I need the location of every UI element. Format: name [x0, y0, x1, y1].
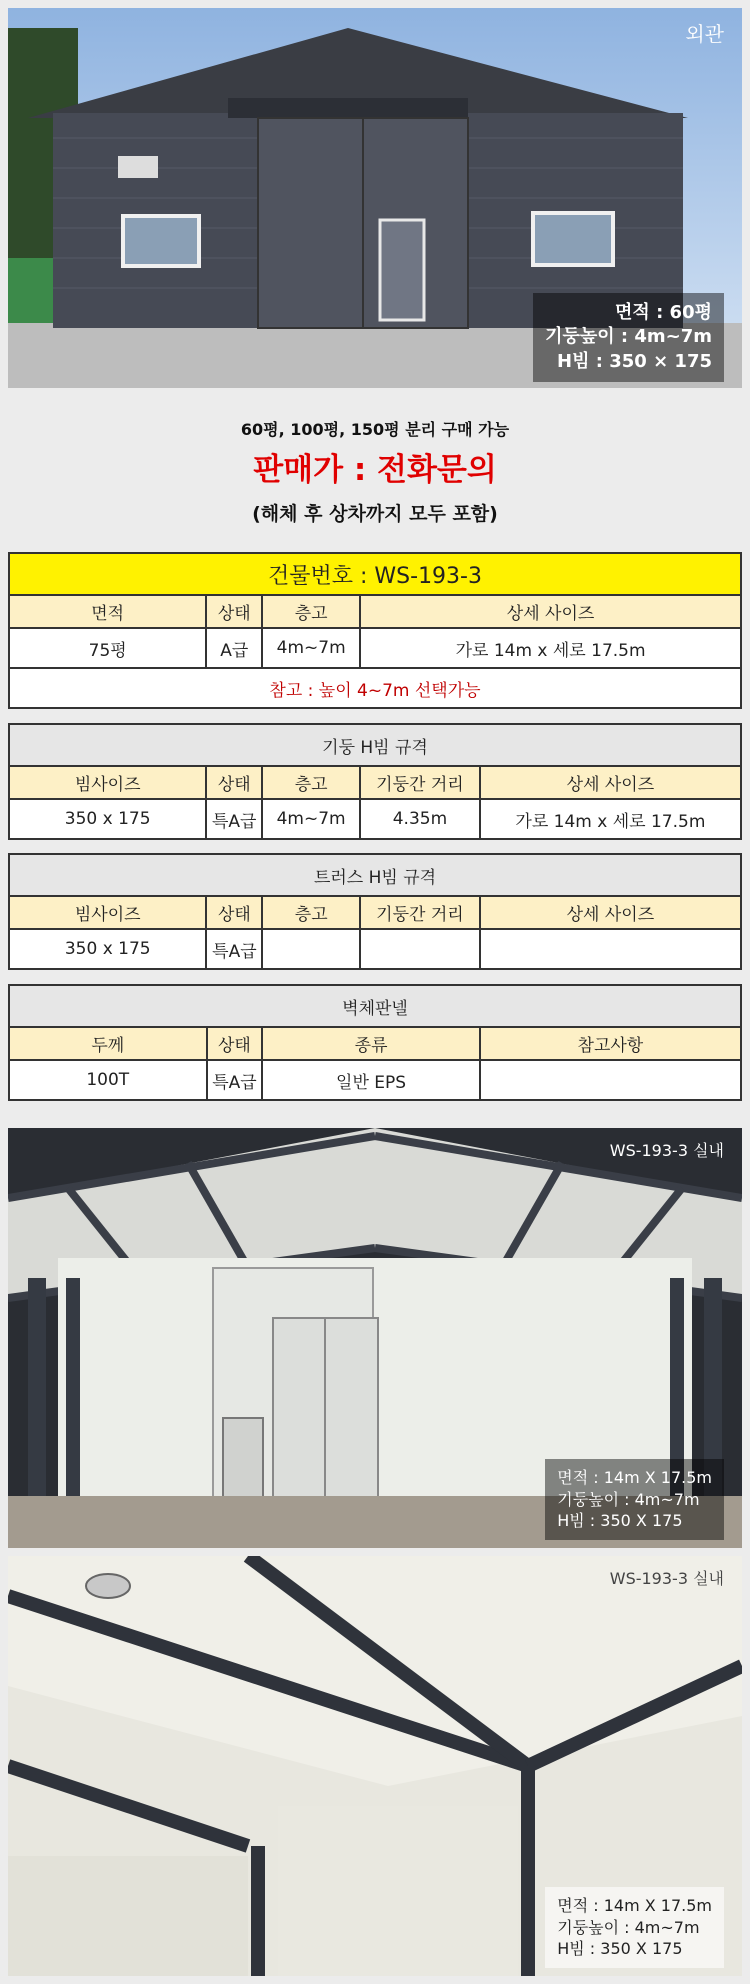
caption-hbeam: H빔 : 350 × 175	[557, 350, 712, 372]
cell-height: 4m~7m	[262, 628, 360, 668]
cell-status: 특A급	[206, 929, 262, 969]
building-number: 건물번호 : WS-193-3	[9, 553, 741, 595]
truss-beam-title: 트러스 H빔 규격	[9, 854, 741, 896]
column-beam-table	[8, 723, 742, 840]
interior-photo-1	[8, 1128, 742, 1548]
interior-photo-2	[8, 1556, 742, 1976]
building-table	[8, 552, 742, 709]
cell-size: 가로 14m x 세로 17.5m	[480, 799, 741, 839]
header-beam-size: 빔사이즈	[9, 766, 206, 799]
header-area: 면적	[9, 595, 206, 628]
caption-height: 기둥높이 : 4m~7m	[557, 1917, 700, 1937]
header-spacing: 기둥간 거리	[360, 766, 480, 799]
header-type: 종류	[262, 1027, 479, 1060]
header-status: 상태	[207, 1027, 263, 1060]
caption-area: 면적 : 60평	[615, 302, 712, 324]
purchase-options: 60평, 100평, 150평 분리 구매 가능	[240, 420, 510, 439]
header-height: 층고	[262, 766, 360, 799]
header-size: 상세 사이즈	[360, 595, 741, 628]
wall-panel-title: 벽체판넬	[9, 985, 741, 1027]
cell-beam-size: 350 x 175	[9, 929, 206, 969]
caption-height: 기둥높이 : 4m~7m	[557, 1489, 700, 1509]
cell-height: 4m~7m	[262, 799, 360, 839]
cell-size	[480, 929, 741, 969]
cell-spacing: 4.35m	[360, 799, 480, 839]
cell-beam-size: 350 x 175	[9, 799, 206, 839]
interior-tag-1: WS-193-3 실내	[609, 1141, 724, 1160]
cell-status: 특A급	[206, 799, 262, 839]
cell-type: 일반 EPS	[262, 1060, 479, 1100]
header-beam-size: 빔사이즈	[9, 896, 206, 929]
interior-caption-1	[545, 1459, 724, 1540]
caption-area: 면적 : 14m X 17.5m	[557, 1468, 712, 1488]
wall-panel-table	[8, 984, 742, 1101]
exterior-caption	[533, 293, 724, 382]
cell-thickness: 100T	[9, 1060, 207, 1100]
header-height: 층고	[262, 595, 360, 628]
interior-caption-2	[545, 1887, 724, 1968]
cell-spacing	[360, 929, 480, 969]
header-size: 상세 사이즈	[480, 896, 741, 929]
price-label: 판매가 : 전화문의	[253, 452, 497, 488]
caption-height: 기둥높이 : 4m~7m	[545, 326, 712, 348]
interior-tag-2: WS-193-3 실내	[609, 1569, 724, 1588]
price-note: (해체 후 상차까지 모두 포함)	[252, 503, 498, 525]
exterior-tag: 외관	[685, 22, 724, 46]
header-remarks: 참고사항	[480, 1027, 741, 1060]
header-status: 상태	[206, 766, 262, 799]
caption-hbeam: H빔 : 350 X 175	[557, 1511, 683, 1531]
truss-beam-table	[8, 853, 742, 970]
cell-remarks	[480, 1060, 741, 1100]
header-spacing: 기둥간 거리	[360, 896, 480, 929]
cell-area: 75평	[9, 628, 206, 668]
header-thickness: 두께	[9, 1027, 207, 1060]
header-status: 상태	[206, 595, 262, 628]
height-note: 참고 : 높이 4~7m 선택가능	[9, 668, 741, 708]
cell-status: 특A급	[207, 1060, 263, 1100]
header-size: 상세 사이즈	[480, 766, 741, 799]
column-beam-title: 기둥 H빔 규격	[9, 724, 741, 766]
exterior-photo	[8, 8, 742, 388]
header-height: 층고	[262, 896, 360, 929]
cell-height	[262, 929, 360, 969]
caption-area: 면적 : 14m X 17.5m	[557, 1896, 712, 1916]
cell-status: A급	[206, 628, 262, 668]
caption-hbeam: H빔 : 350 X 175	[557, 1939, 683, 1959]
cell-size: 가로 14m x 세로 17.5m	[360, 628, 741, 668]
header-status: 상태	[206, 896, 262, 929]
